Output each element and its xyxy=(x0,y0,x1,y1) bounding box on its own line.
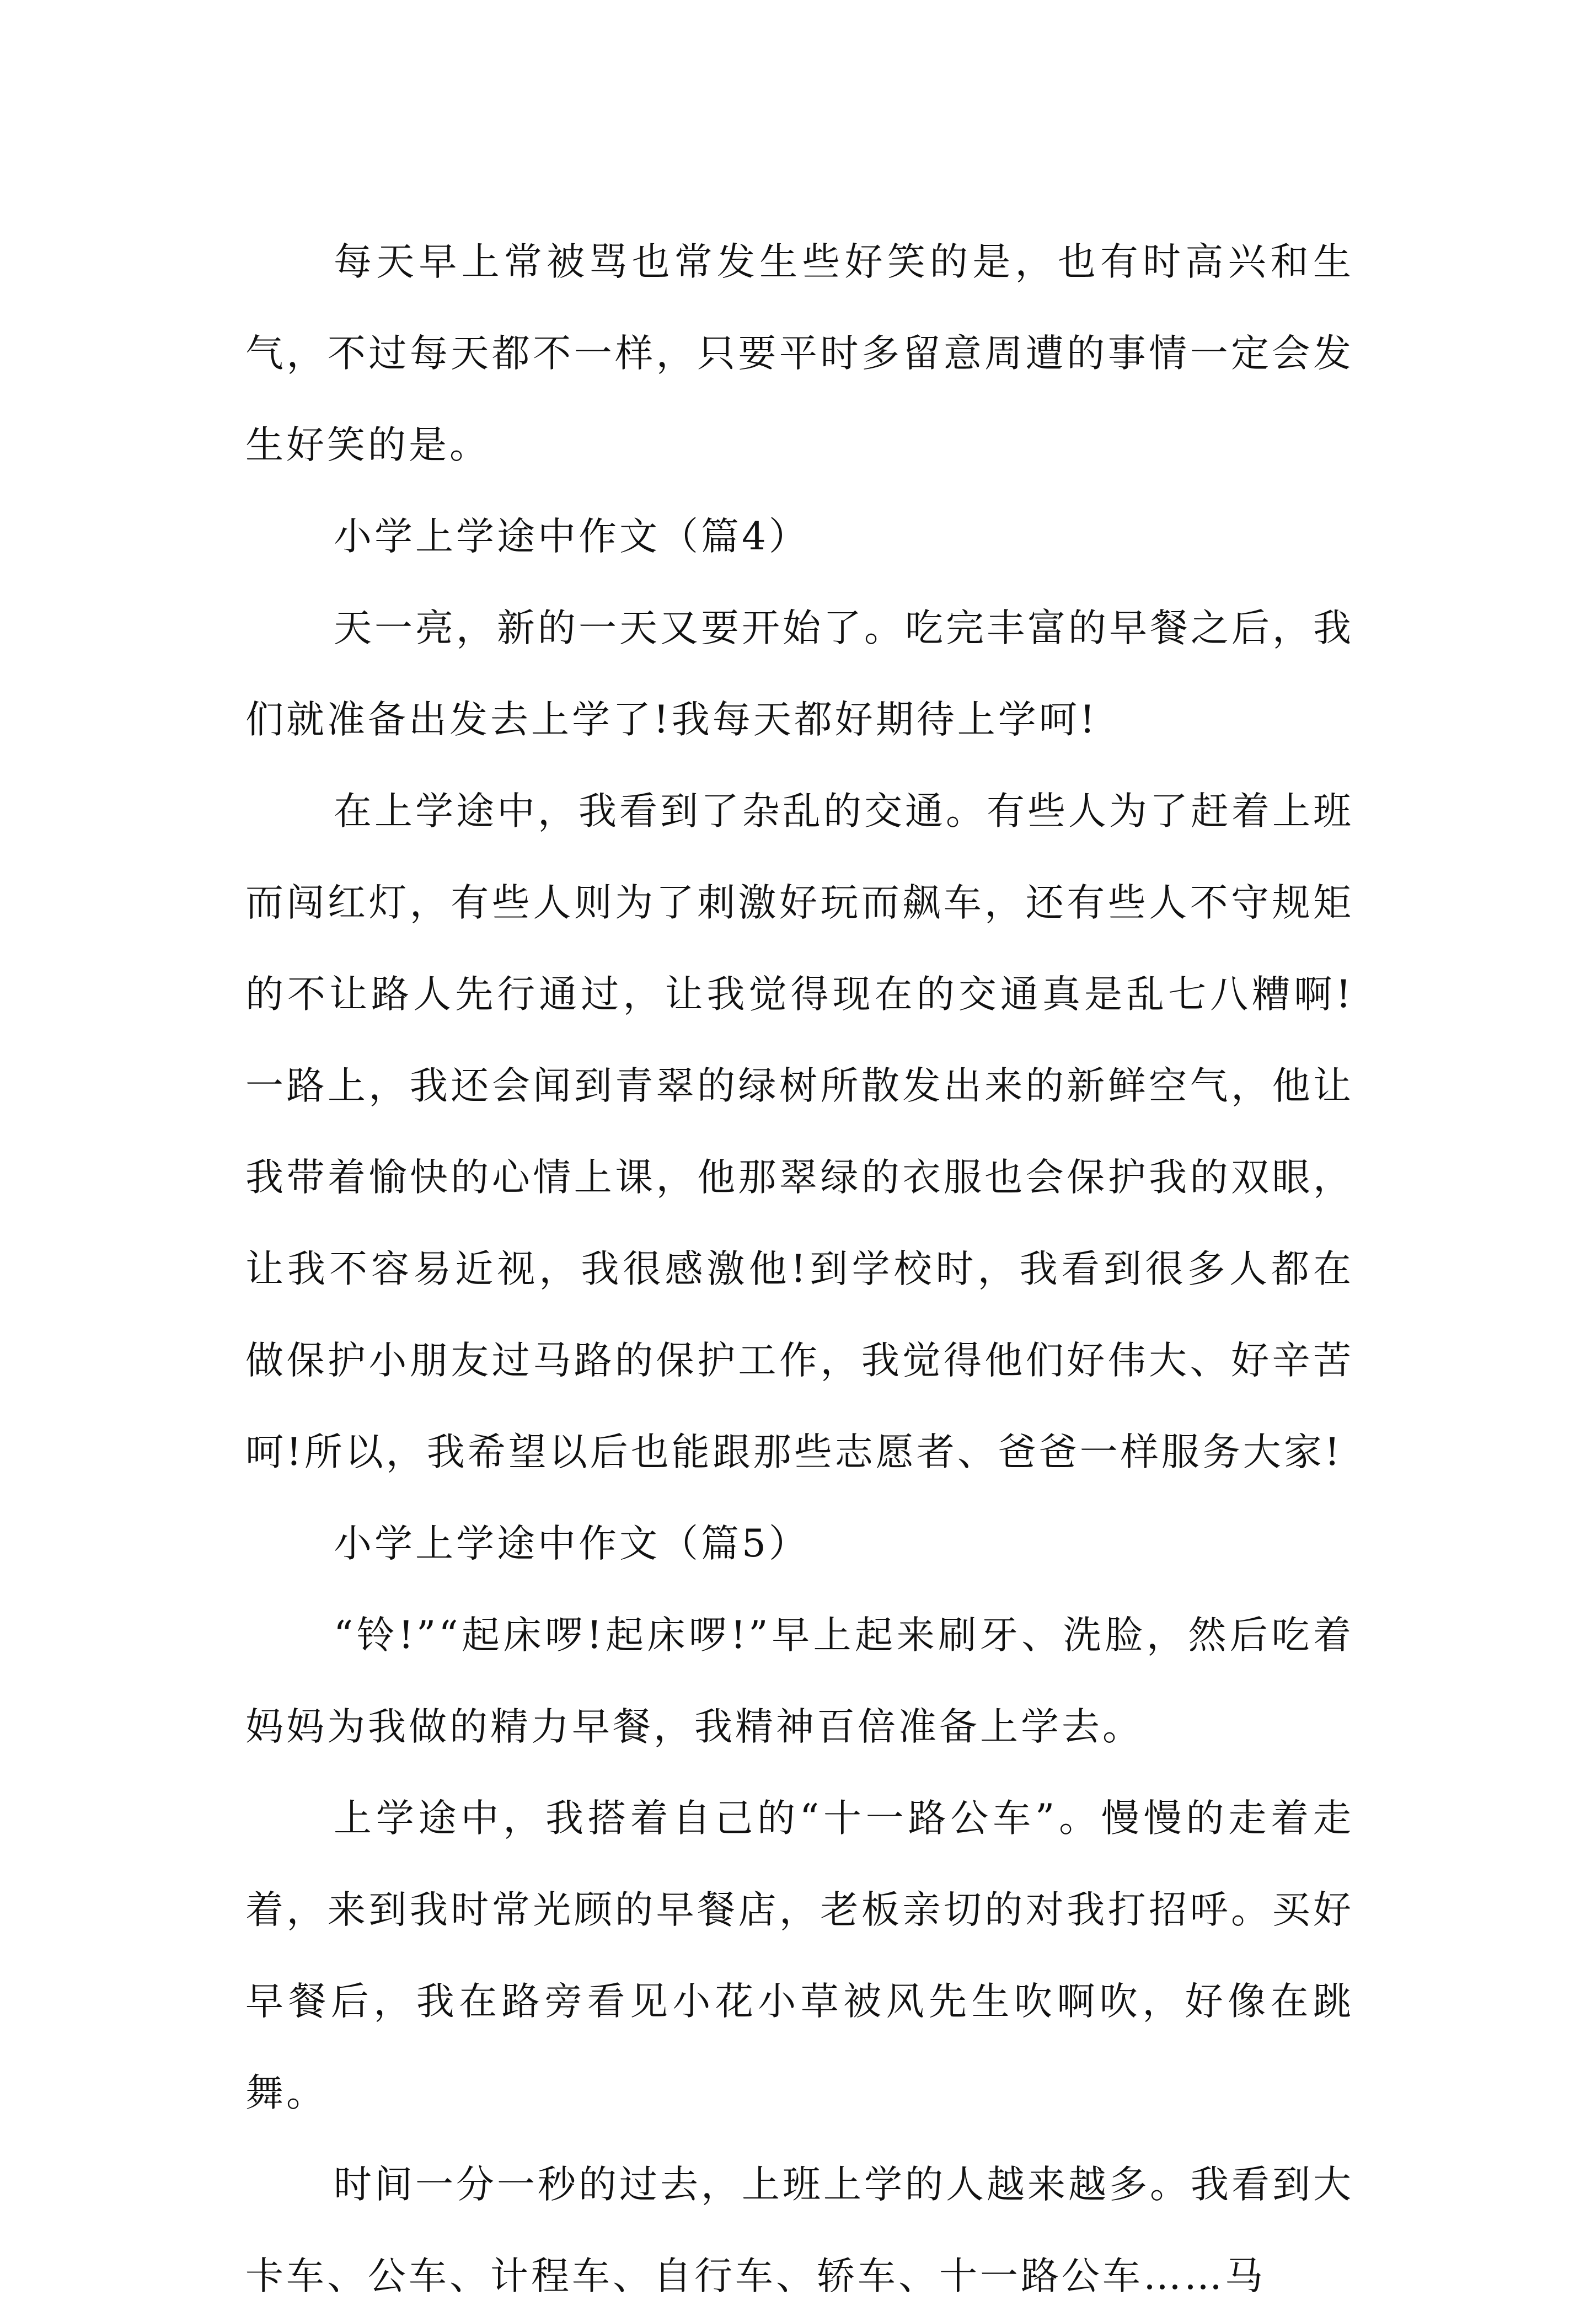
paragraph-4: “铃!”“起床啰!起床啰!”早上起来刷牙、洗脸，然后吃着妈妈为我做的精力早餐，我精神百倍准备上学去。 xyxy=(245,1613,1354,1749)
section-heading-5: 小学上学途中作文（篇5） xyxy=(334,1522,810,1566)
section-heading-4: 小学上学途中作文（篇4） xyxy=(334,515,810,559)
paragraph-3: 在上学途中，我看到了杂乱的交通。有些人为了赶着上班而闯红灯，有些人则为了刺激好玩而飙车，还有些人不守规矩的不让路人先行通过，让我觉得现在的交通真是乱七八糟啊!一路上，我还会闻到青翠的绿树所散发出来的新鲜空气，他让我带着愉快的心情上课，他那翠绿的衣服也会保护我的双眼，让我不容易近视，我很感激他!到学校时，我看到很多人都在做保护小朋友过马路的保护工作，我觉得他们好伟大、好辛苦呵!所以，我希望以后也能跟那些志愿者、爸爸一样服务大家! xyxy=(245,789,1354,1474)
paragraph-6: 时间一分一秒的过去，上班上学的人越来越多。我看到大卡车、公车、计程车、自行车、轿车、十一路公车……马 xyxy=(245,2163,1354,2298)
paragraph-2: 天一亮，新的一天又要开始了。吃完丰富的早餐之后，我们就准备出发去上学了!我每天都好期待上学呵! xyxy=(245,606,1354,742)
document-body xyxy=(245,216,1354,2322)
paragraph-1: 每天早上常被骂也常发生些好笑的是，也有时高兴和生气，不过每天都不一样，只要平时多留意周遭的事情一定会发生好笑的是。 xyxy=(245,240,1354,467)
paragraph-5: 上学途中，我搭着自己的“十一路公车”。慢慢的走着走着，来到我时常光顾的早餐店，老板亲切的对我打招呼。买好早餐后，我在路旁看见小花小草被风先生吹啊吹，好像在跳舞。 xyxy=(245,1796,1354,2115)
